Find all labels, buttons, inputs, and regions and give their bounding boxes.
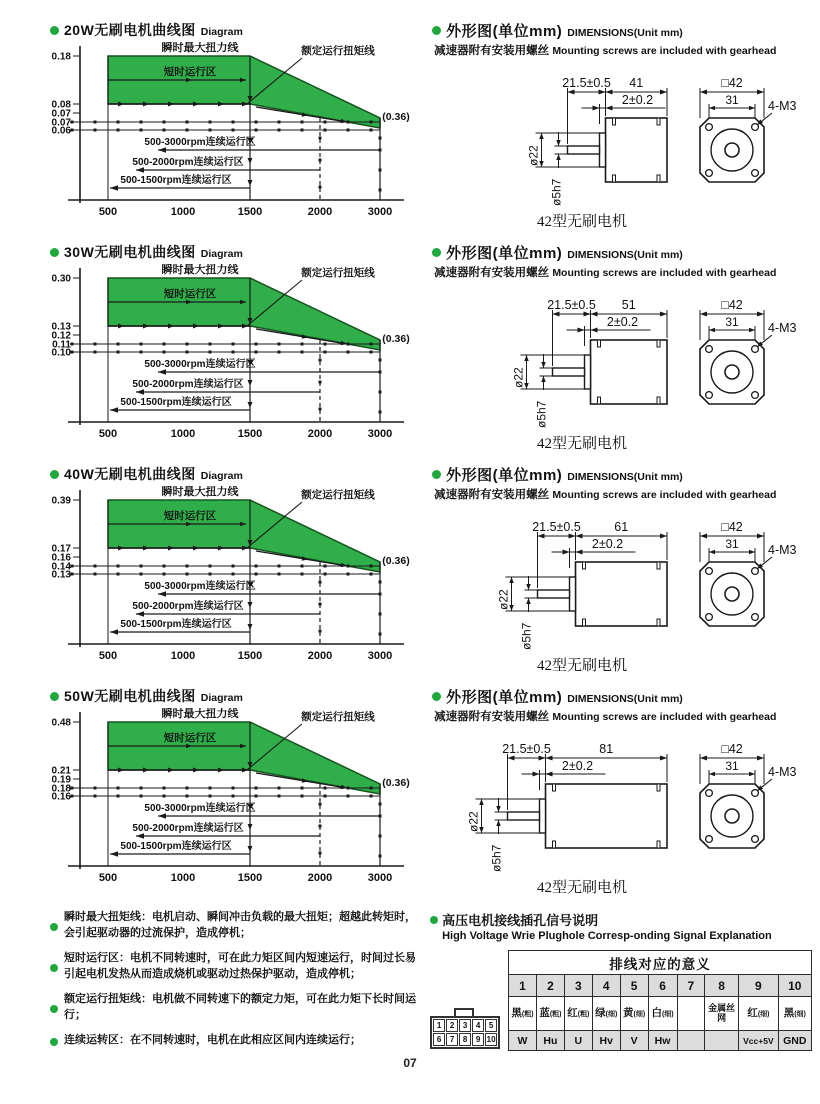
dim-title-en: DIMENSIONS(Unit mm) (567, 27, 683, 39)
connector-pin-1: 1 (433, 1019, 445, 1032)
zone-label: 500-3000rpm连续运行区 (144, 803, 256, 814)
zone-label: 500-2000rpm连续运行区 (132, 157, 244, 168)
short-zone-label: 短时运行区 (163, 288, 217, 300)
x-tick-label: 500 (98, 872, 118, 884)
zone-label: 500-3000rpm连续运行区 (144, 137, 256, 148)
zone-label: 500-1500rpm连续运行区 (120, 175, 232, 186)
bullet-icon (432, 470, 441, 479)
dim-flange-dia: ø22 (511, 367, 526, 388)
dim-body-length: 61 (614, 520, 629, 534)
x-tick-label: 1000 (170, 206, 196, 218)
pin-number-cell-7: 7 (677, 975, 704, 997)
connector-pin-3: 3 (459, 1019, 471, 1032)
pin-number-cell-1: 1 (509, 975, 537, 997)
x-tick-label: 500 (98, 650, 118, 662)
dim-sub-cn: 减速器附有安装用螺丝 (434, 711, 553, 723)
signal-table (508, 950, 812, 1051)
connector-pin-8: 8 (459, 1033, 471, 1046)
zone-label: 500-2000rpm连续运行区 (132, 823, 244, 834)
signal-cell-5: V (620, 1031, 648, 1051)
pin-number-row (509, 975, 812, 997)
dim-boss: 2±0.2 (562, 759, 594, 773)
note-text: 额定运行扭矩线：电机做不同转速下的额定力矩，可在此力矩下长时间运行； (64, 992, 416, 1021)
bullet-icon (50, 470, 59, 479)
short-zone-label: 短时运行区 (163, 510, 217, 522)
pin-number-cell-4: 4 (592, 975, 620, 997)
connector-pin-grid (433, 1019, 497, 1046)
y-tick-label: 0.13 (51, 569, 71, 581)
dim-hole-spacing: 31 (725, 759, 739, 773)
y-tick-label: 0.10 (51, 347, 71, 359)
signal-cell-2: Hu (536, 1031, 564, 1051)
dim-boss: 2±0.2 (622, 93, 654, 107)
pin-number-cell-2: 2 (536, 975, 564, 997)
chart-title-row (50, 464, 416, 484)
dim-subtitle (434, 486, 812, 502)
dim-boss: 2±0.2 (592, 537, 624, 551)
dim-subtitle (434, 264, 812, 280)
max-torque-label: 瞬时最大扭力线 (161, 486, 239, 498)
connector-pin-9: 9 (472, 1033, 484, 1046)
bullet-icon (432, 26, 441, 35)
dim-screws: 4-M3 (768, 543, 797, 557)
dim-hole-spacing: 31 (725, 93, 739, 107)
plug-signal-section (430, 910, 812, 1058)
zone-label: 500-2000rpm连续运行区 (132, 601, 244, 612)
zone-label: 500-1500rpm连续运行区 (120, 397, 232, 408)
dim-header (432, 464, 812, 485)
short-zone-label: 短时运行区 (163, 66, 217, 78)
bullet-icon (50, 1005, 58, 1013)
x-tick-label: 1000 (170, 872, 196, 884)
dimension-drawing (432, 724, 804, 900)
chart-title-en: Diagram (200, 26, 243, 38)
connector-pin-6: 6 (433, 1033, 445, 1046)
wire-color-cell-5: 黄(细) (620, 997, 648, 1031)
signal-cell-1: W (509, 1031, 537, 1051)
max-torque-label: 瞬时最大扭力线 (161, 42, 239, 54)
y-tick-label: 0.07 (51, 108, 71, 120)
dim-square: □42 (721, 520, 743, 534)
dim-sub-cn: 减速器附有安装用螺丝 (434, 489, 553, 501)
dim-flange-dia: ø22 (526, 145, 541, 166)
x-tick-label: 500 (98, 428, 118, 440)
y-tick-label: 0.18 (51, 51, 71, 63)
connector-pin-5: 5 (485, 1019, 497, 1032)
dimension-drawing (432, 280, 804, 456)
dim-sub-cn: 减速器附有安装用螺丝 (434, 45, 553, 57)
x-tick-label: 1500 (237, 428, 263, 440)
chart-title: 20W无刷电机曲线图 (64, 22, 196, 38)
end-value-label: (0.36) (382, 555, 410, 567)
legend-note (50, 1033, 418, 1049)
x-tick-label: 2000 (307, 428, 333, 440)
dim-title-en: DIMENSIONS(Unit mm) (567, 471, 683, 483)
chart-title: 40W无刷电机曲线图 (64, 466, 196, 482)
dim-sub-cn: 减速器附有安装用螺丝 (434, 267, 553, 279)
end-value-label: (0.36) (382, 111, 410, 123)
dim-sub-en: Mounting screws are included with gearhead (552, 45, 777, 57)
x-tick-label: 2000 (307, 650, 333, 662)
dim-shaft-dia: ø5h7 (519, 622, 534, 650)
x-tick-label: 500 (98, 206, 118, 218)
wire-color-cell-2: 蓝(粗) (536, 997, 564, 1031)
connector-pin-4: 4 (472, 1019, 484, 1032)
torque-speed-chart-20W无刷电机曲线图 (50, 42, 415, 230)
dimension-drawing (432, 502, 804, 678)
zone-label: 500-1500rpm连续运行区 (120, 841, 232, 852)
x-tick-label: 1500 (237, 206, 263, 218)
y-tick-label: 0.13 (51, 321, 71, 333)
chart-title: 50W无刷电机曲线图 (64, 688, 196, 704)
dim-screws: 4-M3 (768, 99, 797, 113)
x-tick-label: 2000 (307, 206, 333, 218)
x-tick-label: 1000 (170, 428, 196, 440)
dimension-section-1 (432, 20, 812, 242)
y-tick-label: 0.17 (51, 543, 71, 555)
bullet-icon (432, 692, 441, 701)
dim-boss: 2±0.2 (607, 315, 639, 329)
y-tick-label: 0.08 (51, 99, 71, 111)
legend-notes (50, 910, 418, 1058)
signal-row (509, 1031, 812, 1051)
dim-square: □42 (721, 742, 743, 756)
y-tick-label: 0.39 (51, 495, 71, 507)
table-title-row (509, 951, 812, 975)
zone-label: 500-2000rpm连续运行区 (132, 379, 244, 390)
bullet-icon (50, 1038, 58, 1046)
dimension-drawings-column (432, 20, 812, 908)
dim-body-length: 41 (629, 76, 644, 90)
pin-number-cell-8: 8 (705, 975, 739, 997)
pin-number-cell-3: 3 (564, 975, 592, 997)
plug-title-en: High Voltage Wrie Plughole Corresp-onding Signal Explanation (442, 930, 772, 942)
dim-body-length: 81 (599, 742, 614, 756)
short-zone-label: 短时运行区 (163, 732, 217, 744)
dim-title-cn: 外形图(单位mm) (446, 23, 563, 40)
wire-color-cell-4: 绿(细) (592, 997, 620, 1031)
bullet-icon (50, 692, 59, 701)
y-tick-label: 0.30 (51, 273, 71, 285)
dim-caption: 42型无刷电机 (537, 880, 628, 896)
chart-title-row (50, 686, 416, 706)
dim-title-en: DIMENSIONS(Unit mm) (567, 693, 683, 705)
wire-color-cell-1: 黑(粗) (509, 997, 537, 1031)
pin-number-cell-9: 9 (739, 975, 778, 997)
x-tick-label: 1500 (237, 872, 263, 884)
dimension-section-2 (432, 242, 812, 464)
y-tick-label: 0.07 (51, 117, 71, 129)
dim-sub-en: Mounting screws are included with gearhead (552, 267, 777, 279)
dim-subtitle (434, 42, 812, 58)
x-tick-label: 1000 (170, 650, 196, 662)
signal-cell-4: Hv (592, 1031, 620, 1051)
motor-curve-section-3 (50, 464, 416, 686)
x-tick-label: 3000 (367, 650, 393, 662)
rated-line-label: 额定运行扭矩线 (301, 489, 375, 501)
end-value-label: (0.36) (382, 333, 410, 345)
max-torque-label: 瞬时最大扭力线 (161, 708, 239, 720)
bullet-icon (50, 923, 58, 931)
wire-color-row (509, 997, 812, 1031)
dim-shaft-length: 21.5±0.5 (547, 298, 596, 312)
dim-shaft-length: 21.5±0.5 (532, 520, 581, 534)
chart-title-en: Diagram (200, 470, 243, 482)
legend-note (50, 992, 418, 1024)
plug-section-title (430, 910, 812, 929)
dim-header (432, 686, 812, 707)
dim-caption: 42型无刷电机 (537, 658, 628, 674)
legend-note (50, 951, 418, 983)
signal-cell-6: Hw (648, 1031, 677, 1051)
y-tick-label: 0.06 (51, 125, 71, 137)
connector-plug-icon (430, 1008, 500, 1049)
dimension-section-4 (432, 686, 812, 908)
dim-flange-dia: ø22 (466, 811, 481, 832)
dim-header (432, 242, 812, 263)
connector-pin-2: 2 (446, 1019, 458, 1032)
dim-square: □42 (721, 76, 743, 90)
torque-speed-chart-30W无刷电机曲线图 (50, 264, 415, 452)
bullet-icon (50, 248, 59, 257)
dim-subtitle (434, 708, 812, 724)
bullet-icon (430, 916, 438, 924)
pin-number-cell-5: 5 (620, 975, 648, 997)
bottom-row (0, 908, 820, 1058)
table-title: 排线对应的意义 (509, 951, 812, 975)
plug-title-cn: 高压电机接线插孔信号说明 (442, 913, 599, 928)
y-tick-label: 0.18 (51, 783, 71, 795)
y-tick-label: 0.16 (51, 552, 71, 564)
dim-screws: 4-M3 (768, 321, 797, 335)
wire-color-cell-6: 白(细) (648, 997, 677, 1031)
signal-cell-10: GND (778, 1031, 811, 1051)
dim-header (432, 20, 812, 41)
wire-color-cell-7 (677, 997, 704, 1031)
bullet-icon (50, 26, 59, 35)
dim-title-cn: 外形图(单位mm) (446, 689, 563, 706)
note-text: 短时运行区：电机不同转速时，可在此力矩区间内短速运行，时间过长易引起电机发热从而造成烧机或驱动过热保护驱动，造成停机； (64, 951, 416, 980)
bullet-icon (432, 248, 441, 257)
chart-title-en: Diagram (200, 248, 243, 260)
signal-cell-7 (677, 1031, 704, 1051)
motor-curve-section-1 (50, 20, 416, 242)
page-number: 07 (403, 1056, 417, 1070)
dim-body-length: 51 (621, 298, 636, 312)
y-tick-label: 0.21 (51, 765, 71, 777)
connector-body (430, 1016, 500, 1049)
dim-shaft-dia: ø5h7 (489, 844, 504, 872)
bullet-icon (50, 964, 58, 972)
curve-charts-column (50, 20, 416, 908)
dim-title-en: DIMENSIONS(Unit mm) (567, 249, 683, 261)
torque-speed-chart-50W无刷电机曲线图 (50, 708, 415, 896)
dim-caption: 42型无刷电机 (537, 214, 628, 230)
rated-line-label: 额定运行扭矩线 (301, 267, 375, 279)
wire-color-cell-9: 红(细) (739, 997, 778, 1031)
zone-label: 500-1500rpm连续运行区 (120, 619, 232, 630)
max-torque-label: 瞬时最大扭力线 (161, 264, 239, 276)
wire-color-cell-3: 红(粗) (564, 997, 592, 1031)
chart-title-row (50, 242, 416, 262)
chart-title-en: Diagram (200, 692, 243, 704)
connector-pin-10: 10 (486, 1035, 496, 1044)
dim-shaft-length: 21.5±0.5 (562, 76, 611, 90)
y-tick-label: 0.19 (51, 774, 71, 786)
dim-title-cn: 外形图(单位mm) (446, 467, 563, 484)
zone-label: 500-3000rpm连续运行区 (144, 581, 256, 592)
signal-cell-3: U (564, 1031, 592, 1051)
dimension-section-3 (432, 464, 812, 686)
rated-line-label: 额定运行扭矩线 (301, 45, 375, 57)
x-tick-label: 2000 (307, 872, 333, 884)
note-text: 连续运转区：在不同转速时，电机在此相应区间内连续运行； (64, 1033, 361, 1046)
x-tick-label: 1500 (237, 650, 263, 662)
torque-speed-chart-40W无刷电机曲线图 (50, 486, 415, 674)
connector-pin-7: 7 (446, 1033, 458, 1046)
wire-color-cell-10: 黑(细) (778, 997, 811, 1031)
note-text: 瞬时最大扭矩线：电机启动、瞬间冲击负载的最大扭矩；超越此转矩时，会引起驱动器的过流保护，造成停机； (64, 911, 416, 939)
dim-caption: 42型无刷电机 (537, 436, 628, 452)
x-tick-label: 3000 (367, 428, 393, 440)
dim-screws: 4-M3 (768, 765, 797, 779)
x-tick-label: 3000 (367, 872, 393, 884)
dim-shaft-dia: ø5h7 (534, 400, 549, 428)
legend-note (50, 910, 418, 942)
wire-color-cell-8: 金属丝网 (705, 997, 739, 1031)
y-tick-label: 0.48 (51, 717, 71, 729)
dim-shaft-dia: ø5h7 (549, 178, 564, 206)
motor-curve-section-2 (50, 242, 416, 464)
x-tick-label: 3000 (367, 206, 393, 218)
dimension-drawing (432, 58, 804, 234)
zone-label: 500-3000rpm连续运行区 (144, 359, 256, 370)
pin-number-cell-10: 10 (778, 975, 811, 997)
y-tick-label: 0.14 (51, 561, 71, 573)
y-tick-label: 0.11 (52, 339, 71, 351)
dim-sub-en: Mounting screws are included with gearhead (552, 489, 777, 501)
chart-title: 30W无刷电机曲线图 (64, 244, 196, 260)
pin-number-cell-6: 6 (648, 975, 677, 997)
y-tick-label: 0.16 (51, 791, 71, 803)
dim-hole-spacing: 31 (725, 315, 739, 329)
dim-hole-spacing: 31 (725, 537, 739, 551)
dim-title-cn: 外形图(单位mm) (446, 245, 563, 262)
signal-cell-8 (705, 1031, 739, 1051)
y-tick-label: 0.12 (51, 330, 71, 342)
dim-square: □42 (721, 298, 743, 312)
plug-row (430, 950, 812, 1051)
rated-line-label: 额定运行扭矩线 (301, 711, 375, 723)
signal-cell-9: Vcc+5V (739, 1031, 778, 1051)
dim-flange-dia: ø22 (496, 589, 511, 610)
dim-sub-en: Mounting screws are included with gearhead (552, 711, 777, 723)
motor-curve-section-4 (50, 686, 416, 908)
chart-title-row (50, 20, 416, 40)
dim-shaft-length: 21.5±0.5 (502, 742, 551, 756)
end-value-label: (0.36) (382, 777, 410, 789)
